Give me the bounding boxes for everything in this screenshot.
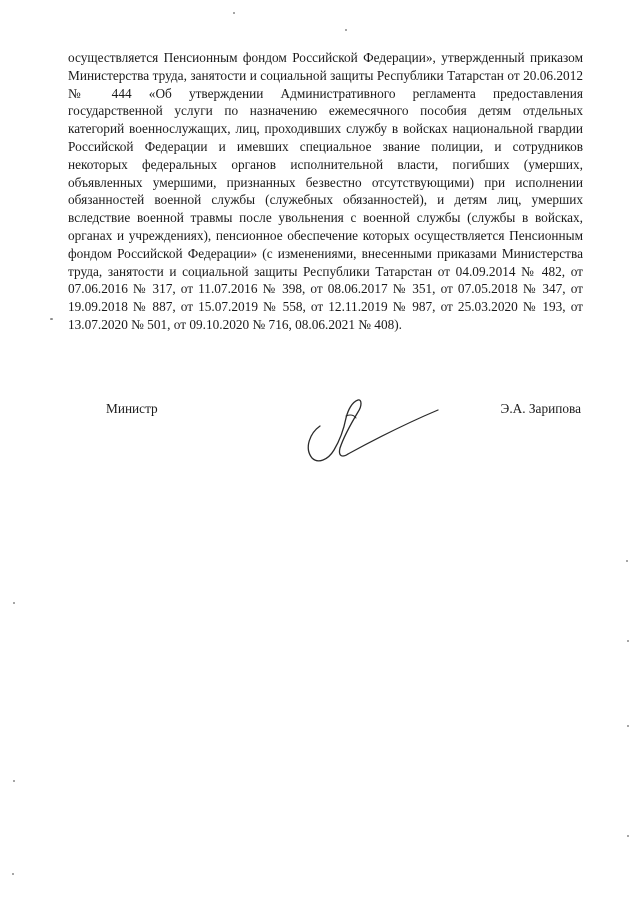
scan-speck	[626, 560, 628, 562]
signatory-title: Министр	[106, 401, 158, 416]
handwritten-signature	[300, 388, 450, 478]
scan-speck	[50, 318, 53, 320]
scan-speck	[12, 873, 14, 875]
scan-speck	[627, 725, 629, 727]
scan-speck	[627, 640, 629, 642]
scan-speck	[345, 29, 347, 31]
scan-speck	[13, 780, 15, 782]
document-body-paragraph: осуществляется Пенсионным фондом Российской Федерации», утвержденный приказом Министерства труда, занятости и социальной защиты Республики Татарстан от 20.06.2012 № 444 «Об утверждении Административного регламента предоставления государственной услуги по назначению ежемесячного пособия детям отдельных категорий военнослужащих, лиц, проходивших службу в войсках национальной гвардии Российской Федерации и имевших специальное звание полиции, и сотрудников некоторых федеральных органов исполнительной власти, погибших (умерших, объявленных умершими, признанных безвестно отсутствующими) при исполнении обязанностей военной службы (служебных обязанностей), и детям лиц, умерших вследствие военной травмы после увольнения с военной службы (службы в войсках, органах и учреждениях), пенсионное обеспечение которых осуществляется Пенсионным фондом Российской Федерации» (с изменениями, внесенными приказами Министерства труда, занятости и социальной защиты Республики Татарстан от 04.09.2014 № 482, от 07.06.2016 № 317, от 11.07.2016 № 398, от 08.06.2017 № 351, от 07.05.2018 № 347, от 19.09.2018 № 887, от 15.07.2019 № 558, от 12.11.2019 № 987, от 25.03.2020 № 193, от 13.07.2020 № 501, от 09.10.2020 № 716, 08.06.2021 № 408).	[68, 50, 583, 332]
scan-speck	[233, 12, 235, 14]
signatory-name: Э.А. Зарипова	[500, 401, 581, 416]
scan-speck	[627, 835, 629, 837]
scan-speck	[13, 602, 15, 604]
